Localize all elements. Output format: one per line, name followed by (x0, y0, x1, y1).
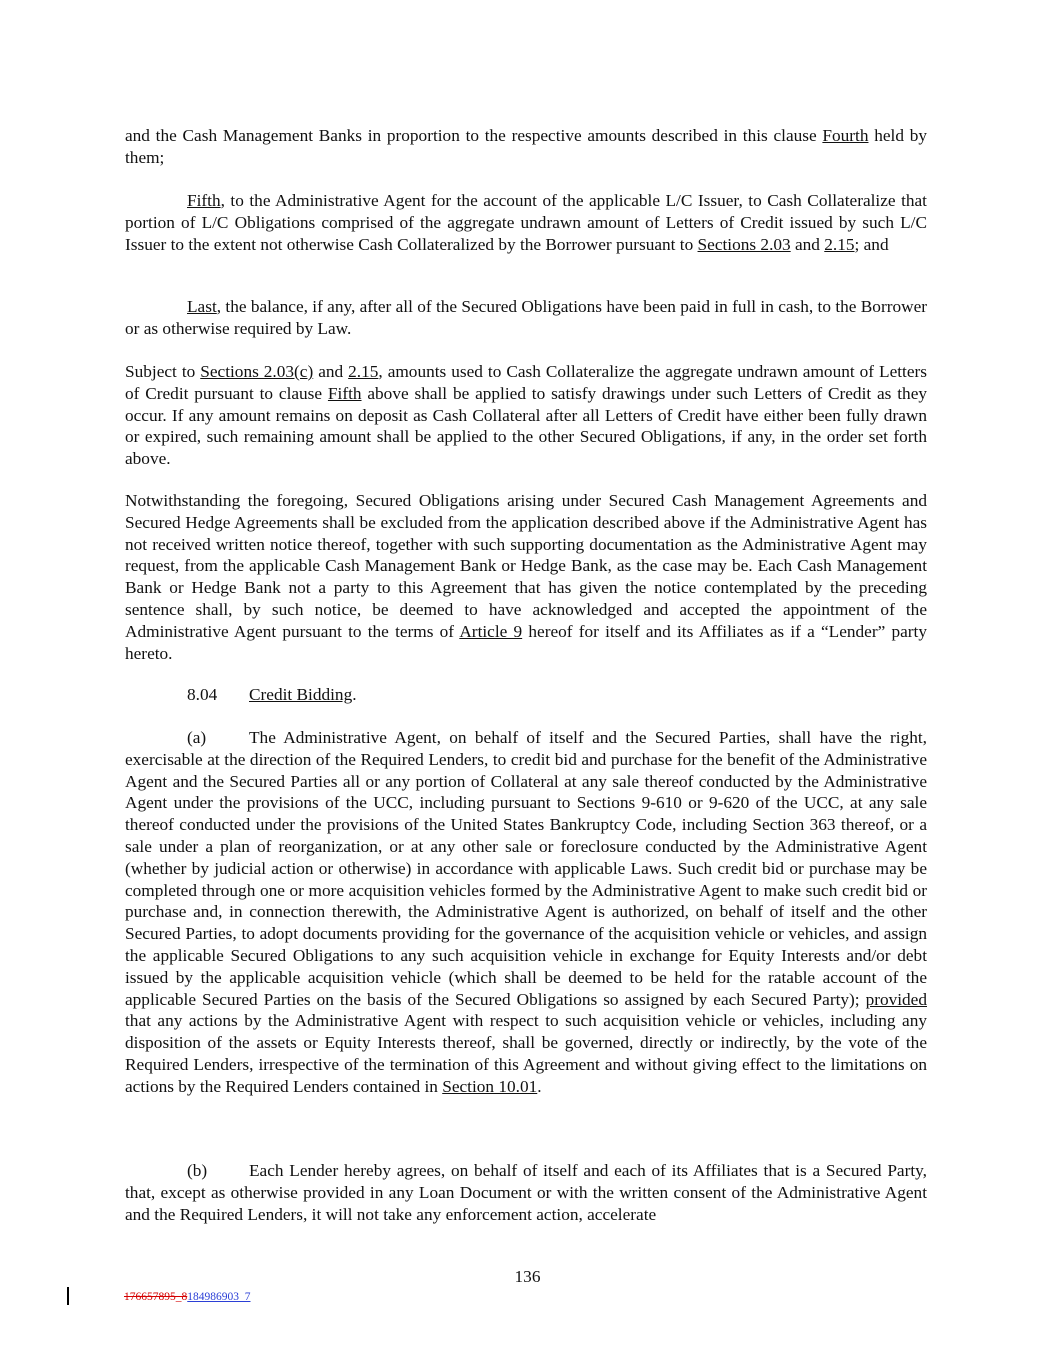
paragraph-text: and (790, 234, 825, 254)
paragraph-text: Subject to (125, 362, 201, 381)
page-number: 136 (514, 1267, 541, 1286)
paragraph-text: that any actions by the Administrative Agent with respect to such acquisition vehicle or vehicles, including any disposition of the assets or Equity Interests thereof, shall be governed, directly or indirectly, by the vote of the Required Lenders, irrespective of the termination of this Agreement and without giving effect to the limitations on actions by the Required Lenders contained in (125, 1011, 927, 1096)
section-ref-10-01: Section 10.01 (442, 1076, 538, 1096)
paragraph-label: (a) (187, 728, 207, 747)
section-ref-2-03: Sections 2.03 (697, 234, 791, 254)
section-title-period: . (352, 685, 357, 704)
section-ref-2-15: 2.15 (824, 234, 855, 254)
paragraph-fourth-continuation (125, 125, 927, 169)
section-title: Credit Bidding (249, 685, 353, 704)
paragraph-text: Notwithstanding the foregoing, Secured Obligations arising under Secured Cash Management Agreements and Secured Hedge Agreements shall be excluded from the application described above if the Administrative Agent has not received written notice thereof, together with such supporting documentation as the Administrative Agent may request, from the applicable Cash Management Bank or Hedge Bank, as the case may be. Each Cash Management Bank or Hedge Bank not a party to this Agreement that has given the notice contemplated by the preceding sentence shall, by such notice, be deemed to have acknowledged and accepted the appointment of the Administrative Agent pursuant to the terms of (125, 491, 927, 641)
paragraph-notwithstanding (125, 490, 927, 664)
paragraph-text: Each Lender hereby agrees, on behalf of itself and each of its Affiliates that is a Secured Party, that, except as otherwise provided in any Loan Document or with the written consent of the Administrative Agent and the Required Lenders, it will not take any enforcement action, accelerate (125, 1161, 927, 1224)
clause-label-fifth: Fifth (187, 191, 221, 210)
paragraph-last (125, 296, 927, 340)
paragraph-text: . (537, 1076, 542, 1096)
paragraph-text: , amounts used to Cash Collateralize the aggregate undrawn amount of Letters of Credit pursuant to clause (125, 362, 927, 403)
paragraph-label: (b) (187, 1161, 208, 1180)
section-ref-2-03c: Sections 2.03(c) (200, 362, 314, 381)
clause-ref-fifth: Fifth (327, 383, 362, 403)
provided-term: provided (865, 989, 927, 1009)
paragraph-text: and (313, 362, 349, 381)
paragraph-text: and the Cash Management Banks in proportion to the respective amounts described in this clause (125, 126, 823, 145)
paragraph-a (125, 727, 927, 1098)
clause-label-last: Last (187, 297, 217, 316)
clause-ref-fourth: Fourth (822, 126, 869, 145)
paragraph-text: held by them; (125, 126, 927, 167)
paragraph-text: The Administrative Agent, on behalf of itself and the Secured Parties, shall have the right, exercisable at the direction of the Required Lenders, to credit bid and purchase for the benefit of the Administrative Agent and the Secured Parties all or any portion of Collateral at any sale thereof conducted by the Administrative Agent under the provisions of the UCC, including pursuant to Sections 9-610 or 9-620 of the UCC, at any sale thereof conducted under the provisions of the United States Bankruptcy Code, including Section 363 thereof, or a sale under a plan of reorganization, or at any other sale or foreclosure conducted by the Administrative Agent (whether by judicial action or otherwise) in accordance with applicable Laws. Such credit bid or purchase may be completed through one or more acquisition vehicles formed by the Administrative Agent to make such credit bid or purchase and, in connection therewith, the Administrative Agent is authorized, on behalf of itself and the other Secured Parties, to adopt documents providing for the governance of the acquisition vehicle or vehicles, and assign the applicable Secured Obligations to any such acquisition vehicle in exchange for Equity Interests and/or debt issued by the applicable acquisition vehicle (which shall be deemed to be held for the ratable account of the applicable Secured Parties on the basis of the Secured Obligations so assigned by each Secured Party); (125, 728, 927, 1009)
document-id-inserted: 184986903_7 (187, 1291, 251, 1303)
section-heading (187, 684, 357, 706)
change-bar (67, 1287, 69, 1305)
article-ref-9: Article 9 (459, 621, 523, 641)
paragraph-subject-to (125, 361, 927, 470)
paragraph-b (125, 1160, 927, 1225)
section-ref-2-15: 2.15 (348, 362, 379, 381)
paragraph-text: ; and (854, 234, 889, 254)
paragraph-text: hereof for itself and its Affiliates as if a “Lender” party hereto. (125, 621, 927, 663)
paragraph-fifth (125, 190, 927, 255)
paragraph-text: , to the Administrative Agent for the account of the applicable L/C Issuer, to Cash Collateralize that portion of L/C Obligations comprised of the aggregate undrawn amount of Letters of Credit issued by such L/C Issuer to the extent not otherwise Cash Collateralized by the Borrower pursuant to (125, 191, 927, 254)
document-id (124, 1290, 251, 1304)
section-number: 8.04 (187, 685, 218, 704)
document-id-deleted: 176657895_8 (124, 1291, 188, 1303)
paragraph-text: above shall be applied to satisfy drawings under such Letters of Credit as they occur. If any amount remains on deposit as Cash Collateral after all Letters of Credit have either been fully drawn or expired, such remaining amount shall be applied to the other Secured Obligations, if any, in the order set forth above. (125, 383, 928, 469)
paragraph-text: , the balance, if any, after all of the Secured Obligations have been paid in full in cash, to the Borrower or as otherwise required by Law. (125, 297, 927, 338)
